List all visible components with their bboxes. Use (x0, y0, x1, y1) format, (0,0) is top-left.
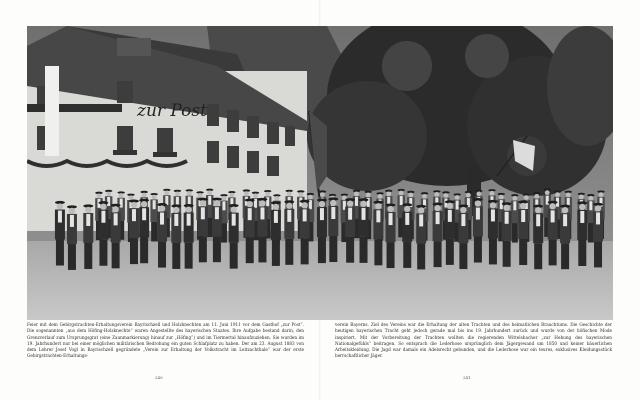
photo-drawing (27, 26, 613, 320)
right-caption-text: verein Bayerns. Ziel des Vereins war die Erhaltung der alten Trachten und des heimatlichen Brauchtums. Die Geschichte der heutigen bayerischen Tracht geht jedoch gerade mal bis ins 19. Jahrhundert zurück und wurde von der höfischen Mode inspiriert. Mit der Vorbereitung der Trachten wollten die regierenden Wittelsbacher „zur Hebung des bayerischen Nationalgefühls“ beitragen. So entsprach die Lederhose ursprünglich dem Jägergewand um 1850 und keiner bäuerlichen Arbeitskleidung. Die Jagd war damals ein Adelsrecht gebunden, und die Lederhose war ein teures, exklusives Kleidungsstück herrschaftlicher Jäger. (335, 322, 612, 359)
crowd-of-men (55, 188, 605, 269)
page-number-right: 241 (463, 375, 471, 380)
historic-group-photograph (27, 26, 613, 320)
zur-post-sign: zur Post (137, 101, 207, 121)
right-text-column (335, 322, 612, 360)
left-caption-text: Feier mit dem Gebirgstrachten-Erhaltungsverein Bayrischzell und Holzknechten am 11. Juni 1911 vor dem Gasthof „zur Post“. Die sogenannten „aus dem Höfing-Holzknechte“ waren Angestellte des bayerischen Staates. Ihre Aufgabe bestand darin, den Grenzverlauf zum Ursprungsgrat (eine Zaunmarkierung) hinauf zur „Höfing“) und im Tiermertal hinaufzuziehen. Sie wurden im 19. Jahrhundert nur bei einer möglichen militärischen Bedrohung ein guten Schlafplatz zu haben. Der am 23. August 1883 von dem Lehrer Josef Vogl in Bayrischzell gegründete „Verein zur Erhaltung der Volkstracht im Leitzachthale“ war der erste Gebirgstrachten-Erhaltungs- (27, 322, 304, 359)
page-number-left: 240 (155, 375, 163, 380)
left-text-column (27, 322, 304, 360)
